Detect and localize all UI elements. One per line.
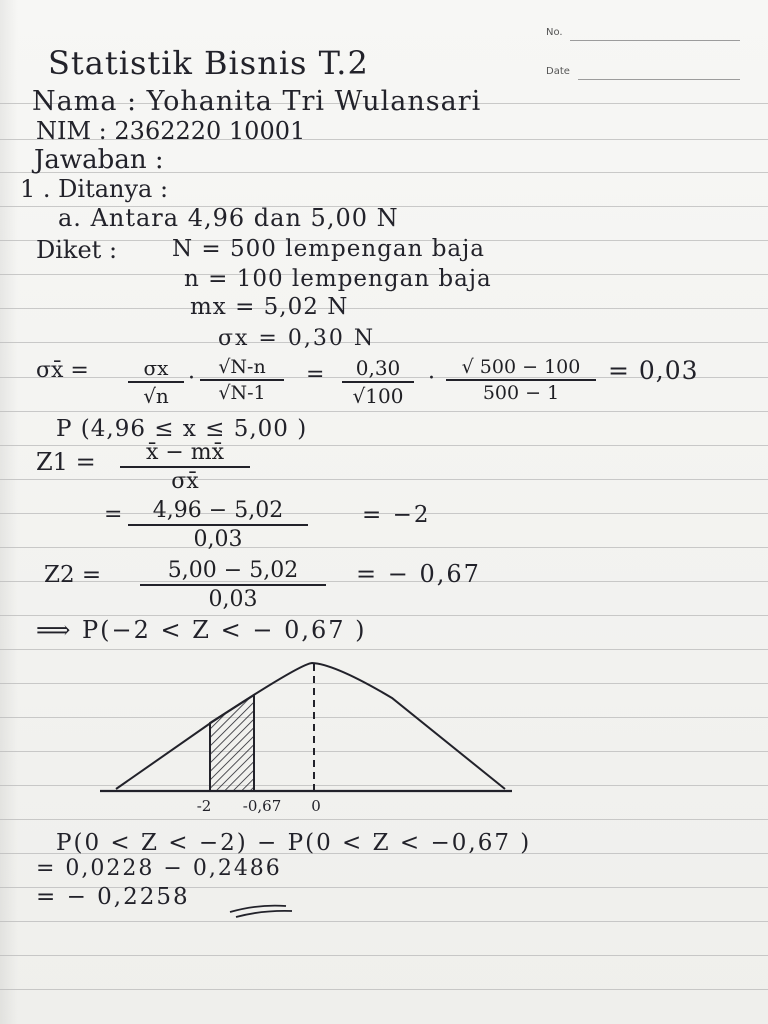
z2-result: = − 0,67 [356, 560, 481, 588]
z2-substitution [140, 558, 326, 612]
known-stdev: σx = 0,30 N [218, 326, 376, 351]
se-fraction-3-den: √100 [352, 384, 404, 408]
no-field-line [570, 40, 740, 41]
z1-eq2: = [104, 502, 123, 527]
date-label: Date [546, 66, 570, 77]
implies-statement: ⟹ P(−2 < Z < − 0,67 ) [36, 616, 367, 644]
z2-lhs: Z2 = [44, 562, 102, 588]
se-equals: = [306, 362, 325, 387]
z1-result: = −2 [362, 502, 431, 528]
ruled-line [0, 955, 768, 956]
page-title: Statistik Bisnis T.2 [48, 44, 369, 82]
ruled-line [0, 445, 768, 446]
answer-heading: Jawaban : [34, 145, 164, 175]
se-fraction-2 [200, 356, 284, 404]
shaded-area [210, 695, 254, 791]
known-population: N = 500 lempengan baja [172, 236, 485, 262]
se-fraction-3-num: 0,30 [355, 356, 401, 380]
se-fraction-1-num: σx [143, 356, 169, 380]
probability-statement: P (4,96 ≤ x ≤ 5,00 ) [56, 416, 308, 442]
z1-substitution-den: 0,03 [193, 527, 243, 552]
z1-formula-num: x̄ − mx̄ [145, 440, 225, 465]
se-fraction-4 [446, 356, 596, 404]
fraction-bar [140, 584, 326, 586]
ruled-line [0, 921, 768, 922]
final-result: = − 0,2258 [36, 884, 190, 910]
date-field-line [578, 79, 740, 80]
fraction-bar [200, 379, 284, 381]
bell-curve [116, 663, 505, 789]
z2-substitution-den: 0,03 [208, 587, 258, 612]
se-fraction-4-den: 500 − 1 [482, 382, 560, 404]
ruled-line [0, 989, 768, 990]
fraction-bar [128, 524, 308, 526]
se-dot-1: · [188, 366, 195, 391]
se-fraction-4-num: √ 500 − 100 [461, 356, 581, 378]
z1-formula-den: σx̄ [171, 469, 199, 494]
fraction-bar [128, 381, 184, 383]
fraction-bar [446, 379, 596, 381]
se-fraction-1 [128, 356, 184, 408]
ruled-line [0, 342, 768, 343]
curve-label-zero: 0 [311, 797, 321, 815]
ruled-line [0, 547, 768, 548]
se-result: = 0,03 [608, 356, 699, 385]
known-label: Diket : [36, 236, 118, 264]
fraction-bar [120, 466, 250, 468]
ruled-line [0, 308, 768, 309]
question-part-a: a. Antara 4,96 dan 5,00 N [58, 204, 399, 232]
no-label: No. [546, 27, 563, 38]
fraction-bar [342, 381, 414, 383]
se-fraction-3 [342, 356, 414, 408]
se-lhs: σx̄ = [36, 358, 89, 383]
ruled-line [0, 411, 768, 412]
se-fraction-1-den: √n [143, 384, 169, 408]
se-dot-2: · [428, 366, 435, 391]
student-nim: NIM : 2362220 10001 [36, 117, 306, 145]
z1-substitution [128, 498, 308, 552]
z1-formula [120, 440, 250, 494]
se-fraction-2-num: √N-n [218, 356, 266, 378]
z1-lhs: Z1 = [36, 448, 96, 476]
student-name: Nama : Yohanita Tri Wulansari [32, 86, 482, 117]
result-underline [228, 898, 298, 920]
z2-substitution-num: 5,00 − 5,02 [167, 558, 299, 583]
normal-curve-sketch [0, 650, 768, 825]
question-asked: 1 . Ditanya : [20, 175, 169, 203]
ruled-line [0, 479, 768, 480]
known-mean: mx = 5,02 N [190, 294, 349, 320]
curve-label-minus-2: -2 [196, 797, 212, 815]
z1-substitution-num: 4,96 − 5,02 [152, 498, 284, 523]
final-values: = 0,0228 − 0,2486 [36, 856, 282, 881]
final-probability-expression: P(0 < Z < −2) − P(0 < Z < −0,67 ) [56, 830, 532, 856]
curve-label-minus-067: -0,67 [242, 797, 282, 815]
known-sample: n = 100 lempengan baja [184, 266, 492, 292]
se-fraction-2-den: √N-1 [218, 382, 266, 404]
